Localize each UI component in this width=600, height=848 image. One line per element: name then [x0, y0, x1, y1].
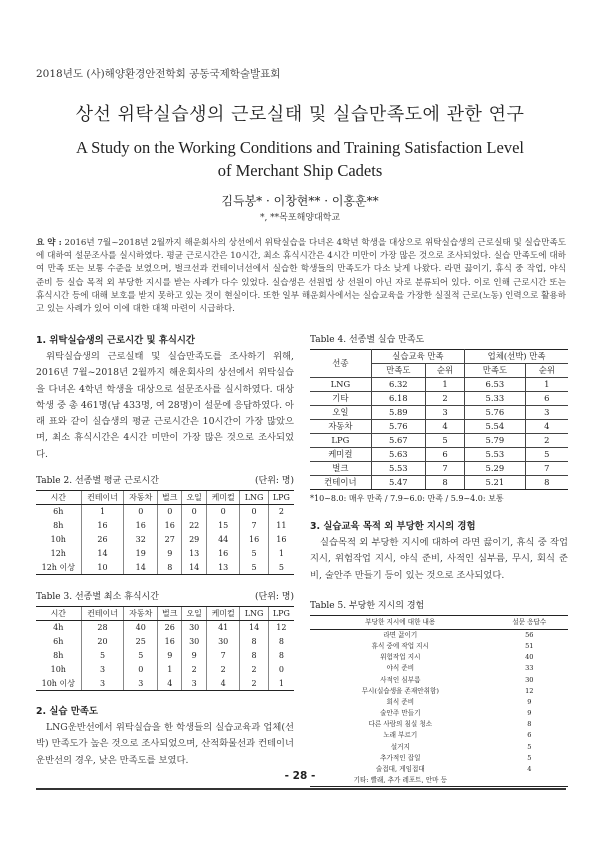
table3-caption-row [36, 589, 294, 602]
table-cell: 14 [240, 621, 268, 635]
subheader-rank: 순위 [425, 364, 464, 378]
table-cell: 12 [525, 686, 534, 695]
table-cell: 5.47 [371, 476, 425, 490]
table-cell: 5.53 [371, 462, 425, 476]
table-row [36, 621, 294, 635]
table-row [36, 519, 294, 533]
column-header: 컨테이너 [81, 607, 124, 621]
table-cell: 15 [206, 519, 240, 533]
table-row [310, 742, 568, 753]
table-row [36, 547, 294, 561]
table-cell: 27 [158, 533, 182, 547]
column-header: 오일 [182, 607, 206, 621]
table-cell: 25 [124, 635, 158, 649]
table-cell: 44 [206, 533, 240, 547]
table-cell: 라면 끓이기 [383, 630, 418, 639]
english-title-line2: of Merchant Ship Cadets [217, 161, 383, 180]
table-row [310, 434, 568, 448]
table-cell: 4 [527, 765, 532, 774]
conference-header: 2018년도 (사)해양환경안전학회 공동국제학술발표회 [36, 68, 281, 80]
table-cell: 8 [525, 476, 568, 490]
table3-caption: Table 3. 선종별 최소 휴식시간 [36, 592, 159, 603]
table-cell: 5 [525, 448, 568, 462]
table-cell: 8 [527, 720, 532, 729]
table-cell: 2 [182, 663, 206, 677]
table-cell: 6.32 [371, 378, 425, 392]
table4-note: *10~8.0: 매우 만족 / 7.9~6.0: 만족 / 5.9~4.0: 보통 [310, 494, 504, 503]
footer-rule [36, 788, 566, 790]
abstract-text: 2016년 7월~2018년 2월까지 해운회사의 상선에서 위탁실습을 다녀온 4학년 학생을 대상으로 위탁실습생의 근로실태 및 실습만족도에 대하여 설문조사를 실시하였다. 평균 근로시간은 10시간, 최소 휴식시간은 4시간 미만이 가장 많은 것으로 조사되었다. 실습 만족도에 대하여 만족 또는 보통 수준을 보였으며, 벌크선과 컨테이너선에서 실습한 학생들의 만족도가 다소 낮게 나왔다. 라면 끓이기, 휴식 중 작업, 야식 준비 등 실습 목적 외 부당한 지시를 받는 사례가 다수 있었다. 실습생은 선원법 상 선원이 아닌 자로 분류되어 있다. 이로 인해 근로시간 또는 휴식시간 등에 대해 보호를 받지 못하고 있는 것이 현실이다. 또한 일부 해운회사에서는 실습교육을 가장한 실질적 근로(노동) 인력으로 활용하고 있는 사례가 있어 이에 대한 대책 마련이 시급하다. [36, 238, 566, 315]
table-cell: 4h [53, 623, 64, 633]
table-cell: 30 [182, 635, 206, 649]
table2-unit: (단위: 명) [255, 476, 294, 487]
table-cell: 2 [240, 663, 268, 677]
table-cell: 기타 [310, 392, 371, 406]
table-cell: 10h [50, 665, 66, 675]
authors: 김득봉* · 이창현** · 이홍훈** [221, 194, 379, 208]
column-header: 컨테이너 [81, 491, 124, 505]
section2-paragraph: LNG운반선에서 위탁실습을 한 학생들의 실습교육과 업체(선박) 만족도가 높은 것으로 조사되었으며, 산적화물선과 컨테이너운반선의 경우, 낮은 만족도를 보였다. [36, 722, 294, 766]
table-cell: 5.29 [465, 462, 526, 476]
table-cell: 6 [527, 731, 532, 740]
table-cell: 30 [525, 675, 534, 684]
table-cell: 0 [240, 505, 268, 519]
table-row [310, 708, 568, 719]
header-company-satisfaction: 업체(선박) 만족 [465, 350, 568, 364]
table-cell: 5.79 [465, 434, 526, 448]
table-cell: 14 [182, 561, 206, 575]
table-row [310, 730, 568, 741]
table-cell: 컨테이너 [310, 476, 371, 490]
table-cell: 4 [425, 420, 464, 434]
table-cell: LNG [310, 378, 371, 392]
table-header-row [310, 615, 568, 629]
table-cell: 2 [425, 392, 464, 406]
table-cell: 6 [525, 392, 568, 406]
table-row [310, 448, 568, 462]
table-row [36, 533, 294, 547]
table-cell: 14 [124, 561, 158, 575]
table3-rest-hours [36, 606, 294, 691]
table-cell: 9 [182, 649, 206, 663]
table-cell: 12 [268, 621, 294, 635]
column-header: 자동차 [124, 607, 158, 621]
table-cell: 5.89 [371, 406, 425, 420]
table-cell: 5 [268, 561, 294, 575]
table-cell: 5 [527, 742, 532, 751]
table-row [310, 406, 568, 420]
table-cell: 9 [158, 547, 182, 561]
table-cell: 26 [81, 533, 124, 547]
table-cell: 12h [50, 549, 66, 559]
table-row [310, 697, 568, 708]
table-cell: 7 [525, 462, 568, 476]
table-row [310, 420, 568, 434]
table-cell: 위험작업 지시 [380, 653, 421, 662]
table-cell: 16 [206, 547, 240, 561]
table-cell: 5 [81, 649, 124, 663]
table-row [310, 652, 568, 663]
subheader-satisfaction: 만족도 [371, 364, 425, 378]
table-cell: 6.18 [371, 392, 425, 406]
table-cell: 3 [81, 663, 124, 677]
column-header: 자동차 [124, 491, 158, 505]
subheader-satisfaction: 만족도 [465, 364, 526, 378]
table-cell: 1 [158, 663, 182, 677]
header-training-satisfaction: 실습교육 만족 [371, 350, 464, 364]
table2-caption-row [36, 473, 294, 486]
table-row [36, 635, 294, 649]
table-cell: 16 [158, 519, 182, 533]
table-cell: 5.54 [465, 420, 526, 434]
table-cell: 술접대, 게임접대 [375, 765, 425, 774]
column-header: 시간 [36, 607, 81, 621]
table-row [310, 476, 568, 490]
table-row [36, 649, 294, 663]
table-cell: 7 [425, 462, 464, 476]
abstract-label: 요 약 : [36, 238, 62, 248]
table-cell: 3 [124, 677, 158, 691]
table-cell: 0 [268, 663, 294, 677]
table-cell: 32 [124, 533, 158, 547]
table-cell: 노래 부르기 [383, 731, 418, 740]
table-cell: 6h [53, 507, 64, 517]
table-cell: 오일 [310, 406, 371, 420]
table-cell: 19 [124, 547, 158, 561]
column-header: LNG [240, 607, 268, 621]
column-header: LPG [268, 607, 294, 621]
table-cell: 9 [527, 709, 532, 718]
table-cell: 28 [81, 621, 124, 635]
table4-caption-row [310, 332, 568, 345]
table-cell: 16 [268, 533, 294, 547]
table-row [310, 392, 568, 406]
abstract [36, 237, 566, 316]
table-cell: 16 [158, 635, 182, 649]
table-cell: 기타: 빨래, 추가 레포트, 안마 등 [310, 775, 491, 787]
header-responses: 설문 응답수 [491, 615, 568, 629]
page-number: - 28 - [284, 770, 316, 782]
section3-title: 3. 실습교육 목적 외 부당한 지시의 경험 [310, 521, 476, 532]
table-cell: 16 [81, 519, 124, 533]
table-cell: 설거지 [390, 742, 410, 751]
affiliation: *, **목포해양대학교 [259, 213, 341, 223]
table-cell: 10h 이상 [36, 677, 81, 691]
table-cell: 5 [240, 561, 268, 575]
table-cell: 케미컬 [310, 448, 371, 462]
table-cell: 0 [158, 505, 182, 519]
table-cell: 11 [268, 519, 294, 533]
table-cell: 5 [527, 753, 532, 762]
table-cell: 33 [525, 664, 534, 673]
table-cell: 9 [527, 697, 532, 706]
table-cell: 3 [525, 406, 568, 420]
table-cell: 6h [53, 637, 64, 647]
table4-caption: Table 4. 선종별 실습 만족도 [310, 335, 425, 345]
table-row [36, 561, 294, 575]
column-header: 케미컬 [206, 607, 240, 621]
table-cell: 20 [81, 635, 124, 649]
right-column [310, 332, 568, 787]
table-cell: 회식 준비 [386, 697, 415, 706]
table-row [310, 641, 568, 652]
table-cell: 4 [158, 677, 182, 691]
table-cell: 10 [81, 561, 124, 575]
table-row [310, 629, 568, 641]
table-cell: 16 [240, 533, 268, 547]
table-cell: 사적인 심부름 [380, 675, 421, 684]
table-cell: 1 [268, 677, 294, 691]
table5-caption: Table 5. 부당한 지시의 경험 [310, 600, 425, 611]
table-cell: LPG [310, 434, 371, 448]
table-cell: 5 [425, 434, 464, 448]
header-ship-type: 선종 [310, 350, 371, 378]
column-header: LPG [268, 491, 294, 505]
column-header: 시간 [36, 491, 81, 505]
table-cell: 3 [182, 677, 206, 691]
table-cell: 12h 이상 [36, 561, 81, 575]
table-row [310, 462, 568, 476]
table-cell: 7 [240, 519, 268, 533]
table-cell: 2 [206, 663, 240, 677]
section3-paragraph: 실습목적 외 부당한 지시에 대하여 라면 끓이기, 휴식 중 작업지시, 위험작업 지시, 야식 준비, 사적인 심부름, 무시, 회식 준비, 술안주 만들기 등이 있는 것으로 조사되었다. [310, 537, 568, 581]
paper-title-korean: 상선 위탁실습생의 근로실태 및 실습만족도에 관한 연구 [75, 104, 525, 125]
paper-title-english [0, 136, 600, 182]
table2-caption: Table 2. 선종별 평균 근로시간 [36, 476, 159, 487]
table-cell: 5.21 [465, 476, 526, 490]
table-cell: 1 [425, 378, 464, 392]
table-cell: 5.33 [465, 392, 526, 406]
table-row [36, 505, 294, 519]
table-cell: 8 [240, 635, 268, 649]
table-cell: 5 [124, 649, 158, 663]
table-cell: 2 [240, 677, 268, 691]
table-cell: 13 [182, 547, 206, 561]
table-cell: 6 [425, 448, 464, 462]
table-cell: 2 [268, 505, 294, 519]
section2-title: 2. 실습 만족도 [36, 706, 98, 718]
table2-work-hours [36, 490, 294, 575]
table-cell: 자동차 [310, 420, 371, 434]
table-cell: 술안주 만들기 [380, 709, 421, 718]
table-cell: 벌크 [310, 462, 371, 476]
table-row [36, 663, 294, 677]
table-row [310, 663, 568, 674]
table-cell: 1 [525, 378, 568, 392]
english-title-line1: A Study on the Working Conditions and Training Satisfaction Level [76, 138, 524, 157]
table-cell: 3 [81, 677, 124, 691]
table-cell: 다른 사람의 침실 청소 [368, 720, 433, 729]
table-cell: 1 [81, 505, 124, 519]
table-cell: 2 [525, 434, 568, 448]
table-cell: 3 [425, 406, 464, 420]
table-cell: 휴식 중에 작업 지시 [371, 641, 429, 650]
table-cell: 10h [50, 535, 66, 545]
table-row [310, 674, 568, 685]
table4-satisfaction [310, 349, 568, 490]
section1-title: 1. 위탁실습생의 근로시간 및 휴식시간 [36, 335, 195, 346]
table-row [310, 378, 568, 392]
table-cell: 8 [240, 649, 268, 663]
table-cell: 8 [268, 635, 294, 649]
table-cell: 16 [124, 519, 158, 533]
table-row [310, 686, 568, 697]
table-row [310, 719, 568, 730]
table-header-row [310, 350, 568, 364]
subheader-rank: 순위 [525, 364, 568, 378]
table-cell: 8 [158, 561, 182, 575]
table3-unit: (단위: 명) [255, 592, 294, 603]
table-cell: 5.53 [465, 448, 526, 462]
table-cell: 4 [525, 420, 568, 434]
table-cell: 29 [182, 533, 206, 547]
table-row [310, 753, 568, 764]
table-cell: 13 [206, 561, 240, 575]
table-cell: 0 [182, 505, 206, 519]
table-cell: 14 [81, 547, 124, 561]
table-cell: 5.67 [371, 434, 425, 448]
table-cell: 7 [206, 649, 240, 663]
column-header: 벌크 [158, 491, 182, 505]
table-cell: 0 [206, 505, 240, 519]
table-cell: 무시(실습생을 존재안취함) [361, 686, 439, 695]
table-cell: 야식 준비 [386, 664, 415, 673]
table-cell: 8 [425, 476, 464, 490]
table-cell: 30 [182, 621, 206, 635]
table-cell: 8h [53, 651, 64, 661]
table-cell: 40 [124, 621, 158, 635]
table5-caption-row [310, 598, 568, 611]
table-cell: 26 [158, 621, 182, 635]
table-cell: 22 [182, 519, 206, 533]
left-column [36, 332, 294, 769]
table-cell: 추가적인 잡일 [380, 753, 421, 762]
table5-improper-orders [310, 615, 568, 787]
table-cell: 8h [53, 521, 64, 531]
table-cell: 5.76 [465, 406, 526, 420]
section1-paragraph: 위탁실습생의 근로실태 및 실습만족도를 조사하기 위해, 2016년 7월~2018년 2월까지 해운회사의 상선에서 위탁실습을 다녀온 4학년 학생을 대상으로 설문조사를 실시하였다. 대상 학생 중 총 461명(남 433명, 여 28명)이 설문에 응답하였다. 아래 표와 같이 실습생의 평균 근로시간은 10시간이 가장 많았으며, 최소 휴식시간은 4시간 미만이 가장 많은 것으로 조사되었다. [36, 351, 294, 460]
table-cell: 0 [124, 663, 158, 677]
table-cell: 6.53 [465, 378, 526, 392]
table-cell: 30 [206, 635, 240, 649]
table-cell: 8 [268, 649, 294, 663]
table-row [36, 677, 294, 691]
table-cell: 9 [158, 649, 182, 663]
header-content: 부당한 지시에 대한 내용 [310, 615, 491, 629]
table-cell: 1 [268, 547, 294, 561]
table-cell: 0 [124, 505, 158, 519]
table-cell: 5 [240, 547, 268, 561]
table-cell: 51 [525, 641, 534, 650]
table-header-row [36, 607, 294, 621]
table-cell: 40 [525, 653, 534, 662]
column-header: 케미컬 [206, 491, 240, 505]
table-cell: 4 [206, 677, 240, 691]
table-cell: 5.63 [371, 448, 425, 462]
table-cell: 56 [525, 630, 534, 639]
column-header: LNG [240, 491, 268, 505]
table-cell: 41 [206, 621, 240, 635]
column-header: 벌크 [158, 607, 182, 621]
column-header: 오일 [182, 491, 206, 505]
table-cell: 5.76 [371, 420, 425, 434]
table-header-row [36, 491, 294, 505]
